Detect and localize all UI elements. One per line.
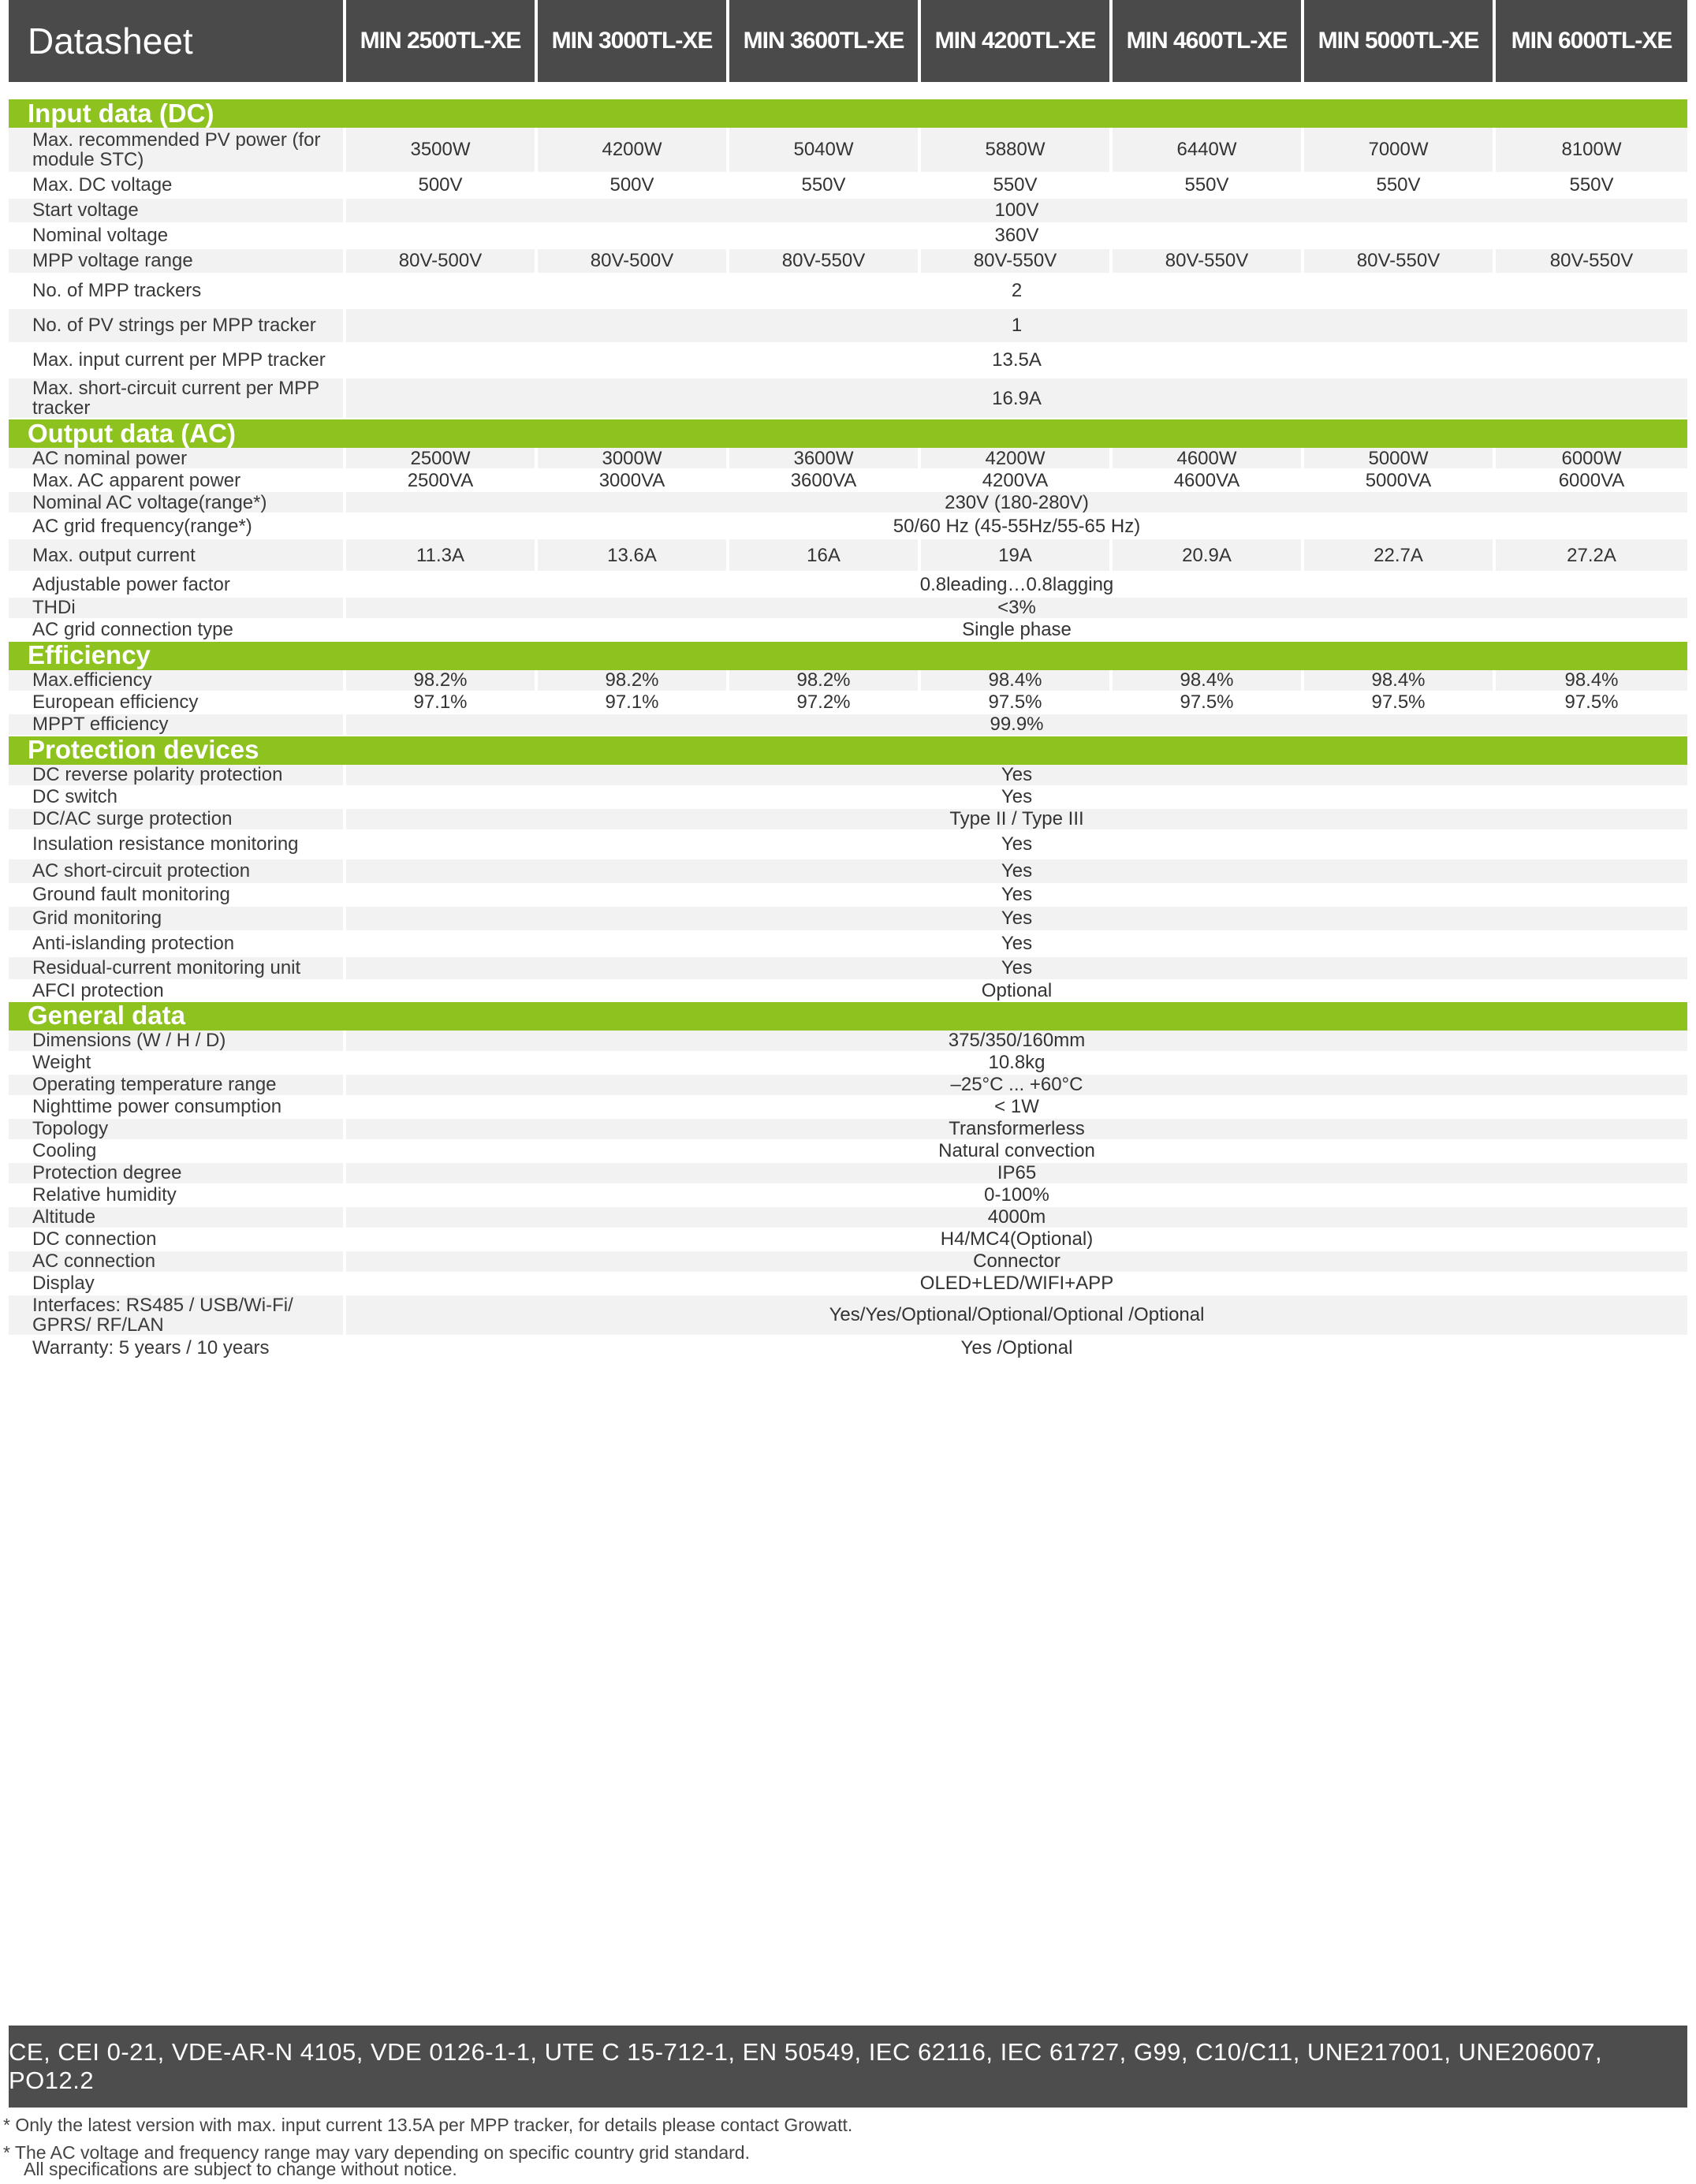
spec-value: 5000W: [1304, 448, 1496, 470]
spec-row: [9, 1295, 1687, 1336]
spec-value: 550V: [1496, 173, 1687, 199]
spec-label: Interfaces: RS485 / USB/Wi-Fi/ GPRS/ RF/LAN: [9, 1295, 346, 1336]
spec-row: [9, 765, 1687, 787]
spacer-cell: [9, 82, 1687, 99]
spec-row: [9, 1163, 1687, 1185]
certifications-bar: CE, CEI 0-21, VDE-AR-N 4105, VDE 0126-1-1, UTE C 15-712-1, EN 50549, IEC 62116, IEC 61727, G99, C10/C11, UNE217001, UNE206007, PO12.2: [9, 2026, 1687, 2108]
spec-label: Dimensions (W / H / D): [9, 1031, 346, 1053]
datasheet-title: Datasheet: [9, 0, 346, 82]
spec-row: [9, 885, 1687, 907]
model-header: MIN 5000TL-XE: [1304, 0, 1496, 82]
spec-value: 5880W: [921, 128, 1113, 173]
spec-row: [9, 173, 1687, 199]
spec-value: 98.4%: [1304, 670, 1496, 692]
spec-label: AFCI protection: [9, 981, 346, 1002]
spec-label: MPPT efficiency: [9, 714, 346, 736]
spec-row: [9, 1251, 1687, 1273]
spec-row: [9, 1119, 1687, 1141]
spec-value: 4600VA: [1113, 470, 1304, 492]
spec-value-shared: 50/60 Hz (45-55Hz/55-65 Hz): [346, 514, 1687, 539]
spec-label: Operating temperature range: [9, 1075, 346, 1097]
spec-value: 550V: [729, 173, 921, 199]
spec-label: Protection degree: [9, 1163, 346, 1185]
section-header: [9, 1002, 1687, 1031]
spec-value-shared: Yes /Optional: [346, 1336, 1687, 1360]
spec-row: [9, 1229, 1687, 1251]
section-title: Efficiency: [9, 642, 1687, 670]
spec-row: [9, 932, 1687, 957]
spec-value: 4200VA: [921, 470, 1113, 492]
spec-label: Nominal AC voltage(range*): [9, 492, 346, 514]
spec-value: 2500VA: [346, 470, 538, 492]
spec-row: [9, 787, 1687, 809]
spec-row: [9, 224, 1687, 249]
spec-row: [9, 1336, 1687, 1360]
spec-value: 3500W: [346, 128, 538, 173]
spec-value-shared: <3%: [346, 598, 1687, 619]
spec-value: 550V: [921, 173, 1113, 199]
spec-value: 80V-550V: [1304, 249, 1496, 274]
datasheet-table-wrapper: [9, 0, 1687, 1360]
spec-row: [9, 448, 1687, 470]
spec-value-shared: 360V: [346, 224, 1687, 249]
spec-label: Display: [9, 1273, 346, 1295]
spec-value-shared: 375/350/160mm: [346, 1031, 1687, 1053]
spec-value: 550V: [1113, 173, 1304, 199]
spec-value-shared: Yes/Yes/Optional/Optional/Optional /Optional: [346, 1295, 1687, 1336]
spec-label: Start voltage: [9, 199, 346, 224]
spec-value: 80V-500V: [346, 249, 538, 274]
spec-row: [9, 199, 1687, 224]
spec-value: 3000W: [538, 448, 729, 470]
spec-value-shared: 230V (180-280V): [346, 492, 1687, 514]
spec-value: 97.2%: [729, 692, 921, 714]
spec-label: DC switch: [9, 787, 346, 809]
spec-row: [9, 492, 1687, 514]
spec-value: 16A: [729, 539, 921, 572]
spec-value-shared: < 1W: [346, 1097, 1687, 1119]
section-title: Protection devices: [9, 736, 1687, 765]
spec-label: No. of MPP trackers: [9, 274, 346, 309]
section-header: [9, 99, 1687, 128]
spec-value: 20.9A: [1113, 539, 1304, 572]
spec-label: AC grid connection type: [9, 620, 346, 642]
spec-row: [9, 539, 1687, 572]
spec-value: 80V-550V: [1496, 249, 1687, 274]
spec-label: Cooling: [9, 1141, 346, 1163]
spec-value: 80V-550V: [1113, 249, 1304, 274]
spec-value: 97.5%: [921, 692, 1113, 714]
spec-value-shared: Connector: [346, 1251, 1687, 1273]
spec-value-shared: 0-100%: [346, 1185, 1687, 1207]
spec-value-shared: Yes: [346, 831, 1687, 859]
spec-label: Nominal voltage: [9, 224, 346, 249]
spec-value: 27.2A: [1496, 539, 1687, 572]
spec-value: 6440W: [1113, 128, 1304, 173]
spec-value-shared: 4000m: [346, 1207, 1687, 1229]
spec-value: 6000VA: [1496, 470, 1687, 492]
spec-value: 6000W: [1496, 448, 1687, 470]
spec-label: Nighttime power consumption: [9, 1097, 346, 1119]
spec-value: 3600W: [729, 448, 921, 470]
spec-row: [9, 1053, 1687, 1075]
spec-label: Topology: [9, 1119, 346, 1141]
spec-label: Altitude: [9, 1207, 346, 1229]
model-header: MIN 2500TL-XE: [346, 0, 538, 82]
spec-label: Ground fault monitoring: [9, 885, 346, 907]
section-title: Input data (DC): [9, 99, 1687, 128]
spec-value: 80V-550V: [921, 249, 1113, 274]
spec-value: 22.7A: [1304, 539, 1496, 572]
spec-value-shared: Yes: [346, 859, 1687, 885]
spec-label: Relative humidity: [9, 1185, 346, 1207]
spec-value-shared: Single phase: [346, 620, 1687, 642]
spec-value: 98.4%: [1496, 670, 1687, 692]
spec-value-shared: 1: [346, 309, 1687, 344]
spec-row: [9, 809, 1687, 831]
footnotes: [3, 2116, 1690, 2178]
spec-label: AC grid frequency(range*): [9, 514, 346, 539]
spec-label: AC connection: [9, 1251, 346, 1273]
spec-row: [9, 1031, 1687, 1053]
spec-label: Anti-islanding protection: [9, 932, 346, 957]
spec-value-shared: IP65: [346, 1163, 1687, 1185]
spec-value: 97.5%: [1113, 692, 1304, 714]
spec-row: [9, 128, 1687, 173]
spec-value: 80V-550V: [729, 249, 921, 274]
spec-value-shared: Optional: [346, 981, 1687, 1002]
header-row: [9, 0, 1687, 82]
spec-value: 98.2%: [729, 670, 921, 692]
spec-label: AC nominal power: [9, 448, 346, 470]
spec-row: [9, 598, 1687, 619]
spec-row: [9, 344, 1687, 378]
footnote: * Only the latest version with max. input current 13.5A per MPP tracker, for details please contact Growatt.: [3, 2115, 853, 2135]
spec-label: Max. recommended PV power (for module STC): [9, 128, 346, 173]
spec-value-shared: Yes: [346, 765, 1687, 787]
spec-value: 3000VA: [538, 470, 729, 492]
spec-label: Max. AC apparent power: [9, 470, 346, 492]
spec-value: 550V: [1304, 173, 1496, 199]
spec-row: [9, 1075, 1687, 1097]
datasheet-table: [9, 0, 1687, 1360]
spec-label: Max. input current per MPP tracker: [9, 344, 346, 378]
spec-value-shared: Yes: [346, 907, 1687, 932]
spec-value: 98.2%: [538, 670, 729, 692]
spec-value-shared: 100V: [346, 199, 1687, 224]
spec-value-shared: H4/MC4(Optional): [346, 1229, 1687, 1251]
spec-row: [9, 1097, 1687, 1119]
spec-value-shared: 16.9A: [346, 378, 1687, 419]
spec-row: [9, 309, 1687, 344]
spec-label: MPP voltage range: [9, 249, 346, 274]
spec-row: [9, 831, 1687, 859]
spec-value: 97.1%: [538, 692, 729, 714]
spec-label: THDi: [9, 598, 346, 619]
datasheet-body: [9, 82, 1687, 1360]
spec-value-shared: 10.8kg: [346, 1053, 1687, 1075]
spec-row: [9, 859, 1687, 885]
spec-row: [9, 907, 1687, 932]
spec-value-shared: Yes: [346, 885, 1687, 907]
spec-value: 8100W: [1496, 128, 1687, 173]
spec-label: Max. output current: [9, 539, 346, 572]
section-title: General data: [9, 1002, 1687, 1031]
spec-value-shared: 2: [346, 274, 1687, 309]
spec-value-shared: Natural convection: [346, 1141, 1687, 1163]
spec-value-shared: –25°C ... +60°C: [346, 1075, 1687, 1097]
spec-value: 98.4%: [921, 670, 1113, 692]
spec-label: Max.efficiency: [9, 670, 346, 692]
spec-label: DC/AC surge protection: [9, 809, 346, 831]
spec-row: [9, 714, 1687, 736]
spec-value: 19A: [921, 539, 1113, 572]
spec-value-shared: Yes: [346, 787, 1687, 809]
spec-value-shared: Yes: [346, 957, 1687, 981]
spec-row: [9, 1273, 1687, 1295]
spec-value: 98.2%: [346, 670, 538, 692]
spec-row: [9, 249, 1687, 274]
model-header: MIN 3600TL-XE: [729, 0, 921, 82]
spec-value-shared: 99.9%: [346, 714, 1687, 736]
spec-value-shared: 0.8leading…0.8lagging: [346, 572, 1687, 598]
spec-value-shared: 13.5A: [346, 344, 1687, 378]
spec-label: Grid monitoring: [9, 907, 346, 932]
spec-value-shared: Transformerless: [346, 1119, 1687, 1141]
spec-row: [9, 378, 1687, 419]
spec-value: 11.3A: [346, 539, 538, 572]
model-header: MIN 4600TL-XE: [1113, 0, 1304, 82]
model-header: MIN 4200TL-XE: [921, 0, 1113, 82]
spec-value: 500V: [538, 173, 729, 199]
spec-value: 4600W: [1113, 448, 1304, 470]
spec-row: [9, 1207, 1687, 1229]
section-title: Output data (AC): [9, 419, 1687, 448]
spec-label: AC short-circuit protection: [9, 859, 346, 885]
spec-value: 2500W: [346, 448, 538, 470]
spec-value-shared: Yes: [346, 932, 1687, 957]
spec-row: [9, 274, 1687, 309]
footnote: All specifications are subject to change without notice.: [24, 2159, 457, 2179]
spec-label: Max. DC voltage: [9, 173, 346, 199]
spec-label: Adjustable power factor: [9, 572, 346, 598]
spec-value: 97.5%: [1304, 692, 1496, 714]
spec-value: 4200W: [538, 128, 729, 173]
spacer-row: [9, 82, 1687, 99]
footnote: * The AC voltage and frequency range may vary depending on specific country grid standard.: [3, 2142, 750, 2163]
model-header: MIN 3000TL-XE: [538, 0, 729, 82]
spec-row: [9, 620, 1687, 642]
spec-row: [9, 1141, 1687, 1163]
spec-value: 7000W: [1304, 128, 1496, 173]
spec-row: [9, 572, 1687, 598]
spec-label: European efficiency: [9, 692, 346, 714]
spec-value: 5000VA: [1304, 470, 1496, 492]
section-header: [9, 736, 1687, 765]
spec-value: 4200W: [921, 448, 1113, 470]
spec-label: No. of PV strings per MPP tracker: [9, 309, 346, 344]
spec-label: Residual-current monitoring unit: [9, 957, 346, 981]
spec-value: 97.5%: [1496, 692, 1687, 714]
spec-label: Max. short-circuit current per MPP tracker: [9, 378, 346, 419]
section-header: [9, 419, 1687, 448]
spec-value: 3600VA: [729, 470, 921, 492]
spec-row: [9, 692, 1687, 714]
spec-row: [9, 957, 1687, 981]
spec-value-shared: OLED+LED/WIFI+APP: [346, 1273, 1687, 1295]
spec-row: [9, 514, 1687, 539]
spec-row: [9, 981, 1687, 1002]
model-header: MIN 6000TL-XE: [1496, 0, 1687, 82]
spec-value-shared: Type II / Type III: [346, 809, 1687, 831]
spec-row: [9, 670, 1687, 692]
spec-value: 5040W: [729, 128, 921, 173]
spec-row: [9, 470, 1687, 492]
spec-label: DC connection: [9, 1229, 346, 1251]
spec-label: Warranty: 5 years / 10 years: [9, 1336, 346, 1360]
spec-label: Weight: [9, 1053, 346, 1075]
spec-value: 13.6A: [538, 539, 729, 572]
spec-label: DC reverse polarity protection: [9, 765, 346, 787]
spec-value: 500V: [346, 173, 538, 199]
spec-label: Insulation resistance monitoring: [9, 831, 346, 859]
spec-value: 80V-500V: [538, 249, 729, 274]
spec-row: [9, 1185, 1687, 1207]
section-header: [9, 642, 1687, 670]
spec-value: 97.1%: [346, 692, 538, 714]
spec-value: 98.4%: [1113, 670, 1304, 692]
